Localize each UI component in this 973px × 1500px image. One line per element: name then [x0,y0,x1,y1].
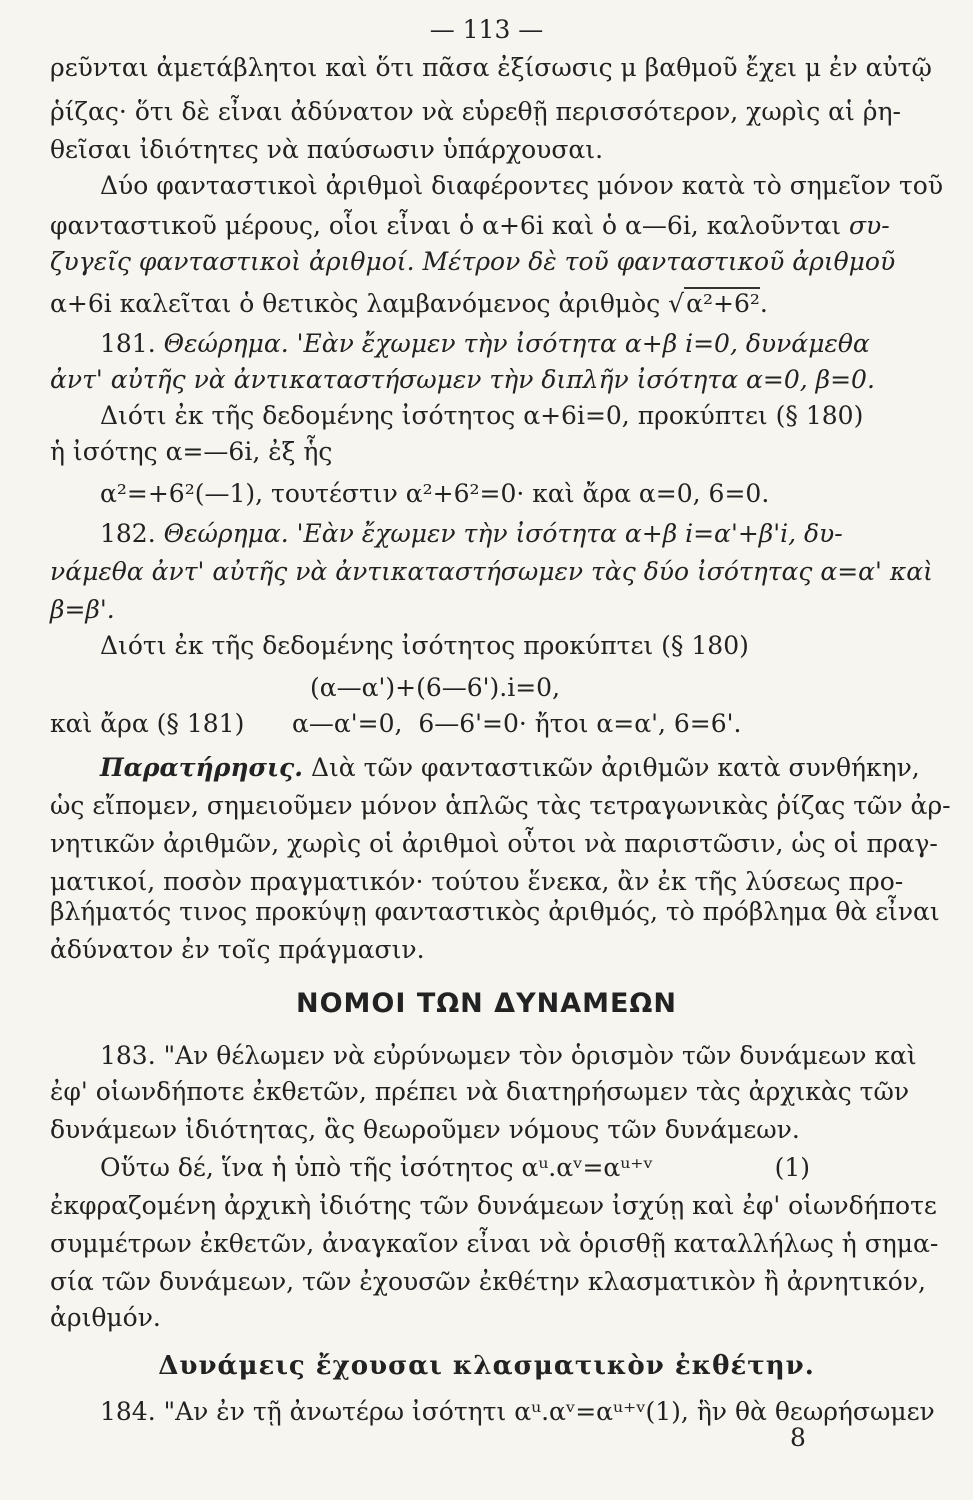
theorem-label: Θεώρημα. [163,519,289,548]
text-segment: φανταστικοῦ μέρους, οἷοι εἶναι ὁ α+6i καὶ ὁ α—6i, καλοῦνται [50,211,842,240]
text-line: ἐκφραζομένη ἀρχικὴ ἰδιότης τῶν δυνάμεων ἰσχύῃ καὶ ἐφ' οἱωνδήποτε [50,1191,937,1220]
text-line: σία τῶν δυνάμεων, τῶν ἐχουσῶν ἐκθέτην κλασματικὸν ἢ ἀρνητικόν, [50,1267,926,1296]
text-segment: Μέτρον δὲ τοῦ φανταστικοῦ ἀριθμοῦ [422,247,896,276]
text-line: β=β'. [50,595,115,624]
text-line [100,328,870,360]
text-line [50,210,890,242]
text-line: Δύο φανταστικοὶ ἀριθμοὶ διαφέροντες μόνον κατὰ τὸ σημεῖον τοῦ [100,171,944,200]
equation-number: (1) [774,1153,810,1182]
section-number: 181. [100,329,156,358]
text-line: ῥίζας· ὅτι δὲ εἶναι ἀδύνατον νὰ εὑρεθῇ περισσότερον, χωρὶς αἱ ῥη- [50,97,901,126]
text-line [100,1152,810,1184]
section-number: 182. [100,519,156,548]
page-number: — 113 — [429,15,544,44]
text-line: ἐφ' οἱωνδήποτε ἐκθετῶν, πρέπει νὰ διατηρήσωμεν τὰς ἀρχικὰς τῶν [50,1077,910,1106]
text-segment: Οὕτω δέ, ἵνα ἡ ὑπὸ τῆς ἰσότητος αᵘ.αᵛ=αᵘ⁺ᵛ [100,1153,653,1182]
text-line: 183. "Αν θέλωμεν νὰ εὐρύνωμεν τὸν ὁρισμὸν τῶν δυνάμεων καὶ [100,1041,917,1070]
text-line: ὡς εἴπομεν, σημειοῦμεν μόνον ἁπλῶς τὰς τετραγωνικὰς ῥίζας τῶν ἀρ- [50,791,951,820]
equation-line: (α—α')+(6—6').i=0, [310,673,561,702]
subsection-heading: Δυνάμεις ἔχουσαι κλασματικὸν ἐκθέτην. [158,1351,815,1381]
text-line: α+6i καλεῖται ὁ θετικὸς λαμβανόμενος ἀριθμὸς √α²+6². [50,289,768,318]
text-line [100,752,920,784]
theorem-label: Θεώρημα. [163,329,289,358]
text-line: δυνάμεων ἰδιότητας, ἃς θεωροῦμεν νόμους τῶν δυνάμεων. [50,1115,800,1144]
text-line: βλήματός τινος προκύψῃ φανταστικὸς ἀριθμός, τὸ πρόβλημα θὰ εἶναι [50,897,940,926]
text-line: θεῖσαι ἰδιότητες νὰ παύσωσιν ὑπάρχουσαι. [50,135,604,164]
text-line: συμμέτρων ἐκθετῶν, ἀναγκαῖον εἶναι νὰ ὁρισθῇ καταλλήλως ἡ σημα- [50,1229,939,1258]
text-segment: 'Εὰν ἔχωμεν τὴν ἰσότητα α+β i=0, δυνάμεθα [296,329,870,358]
equation-line: α²=+6²(—1), τουτέστιν α²+6²=0· καὶ ἄρα α=0, 6=0. [100,479,770,508]
text-line: 184. "Αν ἐν τῇ ἀνωτέρω ἰσότητι αᵘ.αᵛ=αᵘ⁺ᵛ(1), ἣν θὰ θεωρήσωμεν [100,1397,935,1426]
text-line: νάμεθα ἀντ' αὐτῆς νὰ ἀντικαταστήσωμεν τὰς δύο ἰσότητας α=α' καὶ [50,557,933,586]
text-line: νητικῶν ἀριθμῶν, χωρὶς οἱ ἀριθμοὶ οὗτοι νὰ παριστῶσιν, ὡς οἱ πραγ- [50,829,938,858]
text-line: Διότι ἐκ τῆς δεδομένης ἰσότητος προκύπτει (§ 180) [100,631,749,660]
equation-line: καὶ ἄρα (§ 181) α—α'=0, 6—6'=0· ἤτοι α=α', 6=6'. [50,709,742,738]
text-line [50,246,895,278]
text-segment: 'Εὰν ἔχωμεν τὴν ἰσότητα α+β i=α'+β'i, δυ- [296,519,843,548]
remark-label: Παρατήρησις. [100,753,303,782]
text-segment: α+6i καλεῖται ὁ θετικὸς λαμβανόμενος ἀριθμὸς [50,289,661,318]
text-segment: συ- [848,211,890,240]
text-line [100,518,843,550]
text-line: ματικοί, ποσὸν πραγματικόν· τούτου ἕνεκα, ἂν ἐκ τῆς λύσεως προ- [50,867,904,896]
signature-mark: 8 [790,1423,806,1452]
text-line: Διότι ἐκ τῆς δεδομένης ἰσότητος α+6i=0, προκύπτει (§ 180) [100,401,864,430]
text-line: ἡ ἰσότης α=—6i, ἐξ ἧς [50,437,333,466]
text-line: ρεῦνται ἀμετάβλητοι καὶ ὅτι πᾶσα ἐξίσωσις μ βαθμοῦ ἔχει μ ἐν αὐτῷ [50,53,932,82]
text-line: ἀντ' αὐτῆς νὰ ἀντικαταστήσωμεν τὴν διπλῆν ἰσότητα α=0, β=0. [50,365,875,394]
text-segment: Διὰ τῶν φανταστικῶν ἀριθμῶν κατὰ συνθήκην, [310,753,920,782]
sqrt-expression: α²+6² [686,289,760,318]
text-line: ἀριθμόν. [50,1303,161,1332]
section-heading: ΝΟΜΟΙ ΤΩΝ ΔΥΝΑΜΕΩΝ [296,988,677,1019]
definition-term: ζυγεῖς φανταστικοὶ ἀριθμοί. [50,247,415,276]
text-line: ἀδύνατον ἐν τοῖς πράγμασιν. [50,935,425,964]
